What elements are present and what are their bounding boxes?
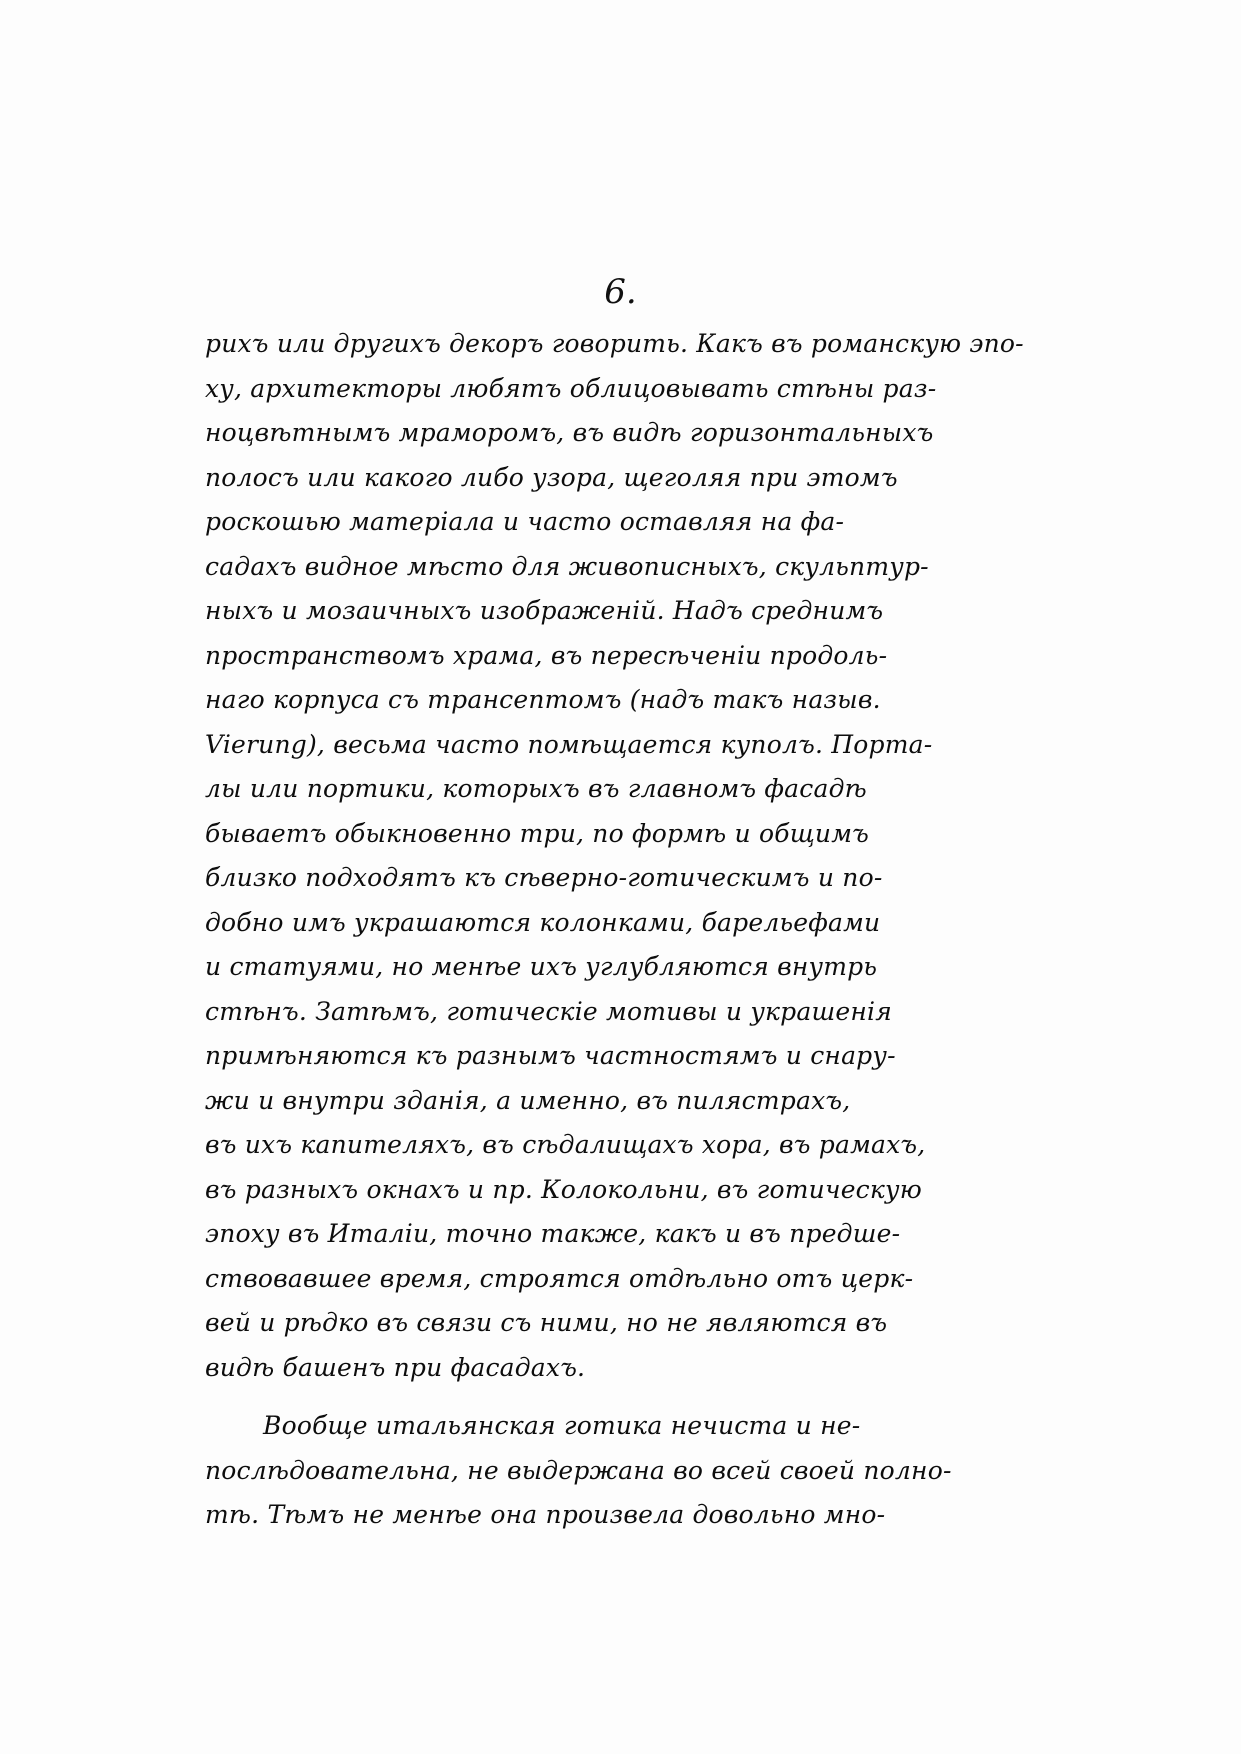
text-line: ноцвѣтнымъ мраморомъ, въ видѣ горизонтальныхъ <box>205 418 934 447</box>
text-line: полосъ или какого либо узора, щеголяя при этомъ <box>205 462 898 492</box>
text-line: видѣ башенъ при фасадахъ. <box>205 1352 586 1382</box>
text-line: вей и рѣдко въ связи съ ними, но не являются въ <box>205 1308 888 1337</box>
manuscript-text <box>205 322 1045 1538</box>
text-line: ху, архитекторы любятъ облицовывать стѣны раз- <box>205 373 937 403</box>
text-line: наго корпуса съ трансептомъ (надъ такъ назыв. <box>205 685 881 714</box>
text-line: примѣняются къ разнымъ частностямъ и снару- <box>205 1041 896 1070</box>
text-line: Vierung), весьма часто помѣщается куполъ. Порта- <box>205 729 933 759</box>
text-line: пространствомъ храма, въ пересѣченіи продоль- <box>205 640 888 670</box>
text-line: послѣдовательна, не выдержана во всей своей полно- <box>205 1455 952 1485</box>
text-line: жи и внутри зданія, а именно, въ пилястрахъ, <box>205 1085 851 1115</box>
text-line: рихъ или другихъ декоръ говорить. Какъ въ романскую эпо- <box>205 329 1024 358</box>
text-line: бываетъ обыкновенно три, по формѣ и общимъ <box>205 818 870 848</box>
text-line: садахъ видное мѣсто для живописныхъ, скульптур- <box>205 551 929 581</box>
text-line: ствовавшее время, строятся отдѣльно отъ церк- <box>205 1263 914 1293</box>
text-line: роскошью матеріала и часто оставляя на фа- <box>205 507 845 536</box>
text-line: тѣ. Тѣмъ не менѣе она произвела довольно мно- <box>205 1500 886 1529</box>
paragraph-start-line: Вообще итальянская готика нечиста и не- <box>263 1411 861 1440</box>
text-line: стѣнъ. Затѣмъ, готическіе мотивы и украшенія <box>205 996 892 1026</box>
text-line: близко подходятъ къ сѣверно-готическимъ и по- <box>205 863 883 892</box>
page-number: 6. <box>604 272 637 312</box>
text-line: эпоху въ Италіи, точно также, какъ и въ предше- <box>205 1219 901 1248</box>
text-line: въ разныхъ окнахъ и пр. Колокольни, въ готическую <box>205 1174 922 1204</box>
text-line: лы или портики, которыхъ въ главномъ фасадѣ <box>205 774 867 803</box>
text-line: въ ихъ капителяхъ, въ сѣдалищахъ хора, въ рамахъ, <box>205 1130 926 1159</box>
text-line: ныхъ и мозаичныхъ изображеній. Надъ среднимъ <box>205 596 884 625</box>
text-line: и статуями, но менѣе ихъ углубляются внутрь <box>205 952 878 981</box>
text-line: добно имъ украшаются колонками, барельефами <box>205 907 881 937</box>
